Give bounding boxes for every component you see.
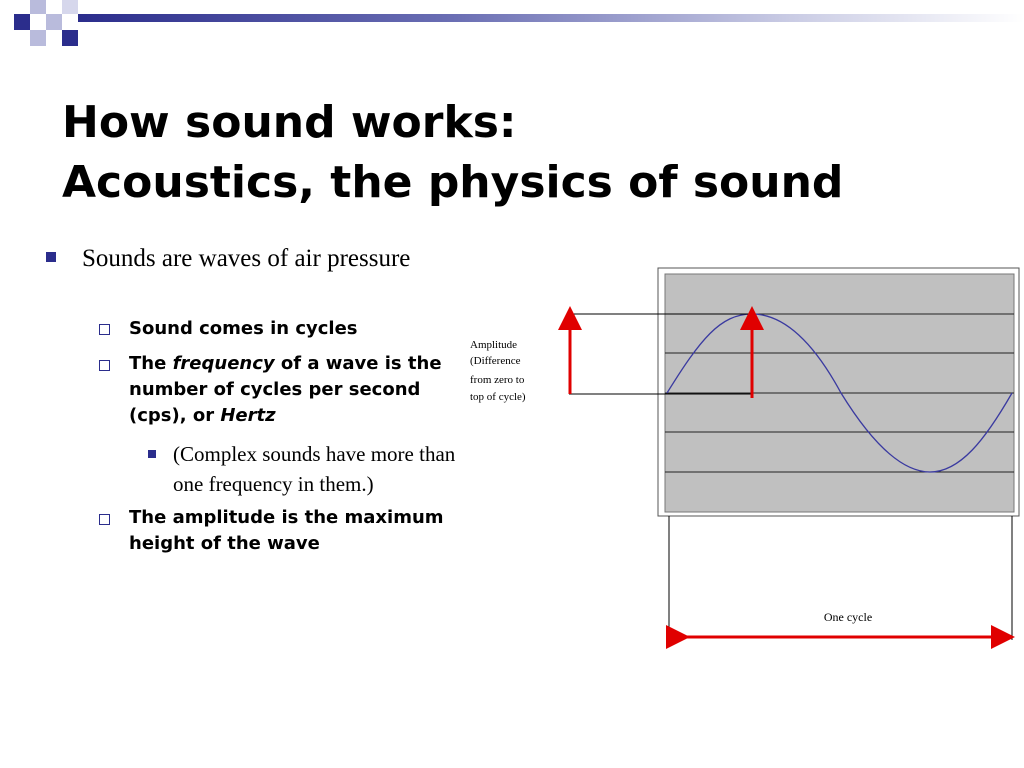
sub-bullet-amplitude: The amplitude is the maximum height of the wave — [129, 507, 444, 554]
sub-sub-bullet-complex: (Complex sounds have more than one frequency in them.) — [173, 442, 456, 496]
one-cycle-label: One cycle — [823, 610, 873, 624]
sub-bullet-cycles: Sound comes in cycles — [129, 318, 358, 339]
frequency-text-1: The — [129, 353, 173, 374]
amplitude-label: Amplitude (Difference from zero to top of cycle) — [470, 339, 526, 403]
title-line-1: How sound works: — [62, 97, 517, 148]
bullet-main: Sounds are waves of air pressure — [82, 245, 411, 272]
frequency-term: frequency — [172, 353, 275, 374]
frequency-text-2: of a wave is the number of cycles per second (cps), or — [129, 353, 442, 426]
hertz-term: Hertz — [220, 405, 276, 426]
title-line-2: Acoustics, the physics of sound — [62, 157, 844, 208]
